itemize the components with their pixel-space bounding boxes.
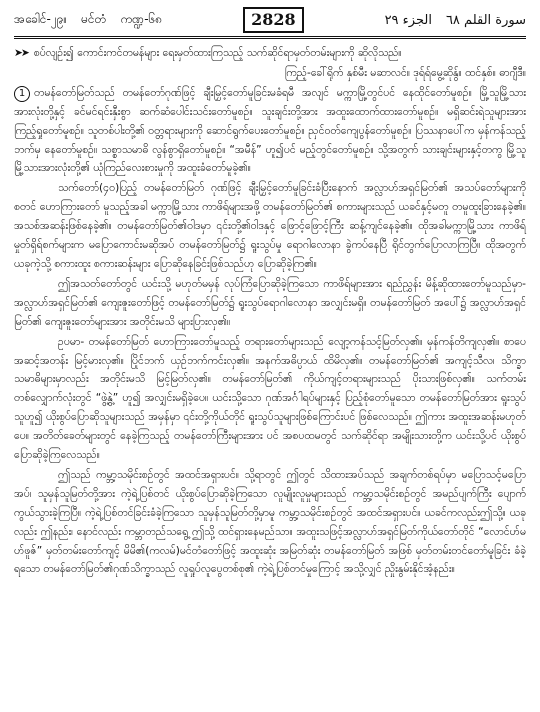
intro-reference: ကြည့်-ခေါ်ရိုက် နှစ်မီး မဆာလင်။ ဒုရ်ရ်မွေ့ဆိုနွ်။ ထင်နှစ်။ ဓာဂျီဒီ။ bbox=[284, 66, 526, 79]
header-part-label: ကဏ္ဍ-၆၈ bbox=[120, 12, 163, 26]
paragraph-2: သက်တော်(၄၀)ပြည့် တမန်တော်မြတ် ဂုဏ်ဖြင့် ချီးမြှင့်တော်မူခြင်းခံပြီးနောက် အလ္လာဟ်အရှင်မြတ်၏ အသပ်တော်များကို စတင် ဟောကြားတော် မူသည့်အခါ မက္ကာမြို့သား ကာဖိရ်များအဖို့ တမန်တော်မြတ်၏ စကားများသည် ယခင်နှင့်မတူ တမူထူးခြားနေခဲ့၏။ အသစ်အဆန်းဖြစ်နေခဲ့၏။ တမန်တော်မြတ်၏ဝါဒမှာ ၎င်းတို့၏ဝါဒနှင့် ဖြောင့်ဖြောင့်ကြီး ဆန့်ကျင်နေခဲ့၏။ ထိုအခါမက္ကာမြို့သား ကာဖိရ်မှုတ်ရှိရ်စက်များက မပြောကောင်းမဆိုအပ် တမန်တော်မြတ်၌ ရူးသွပ်မှု ရောဂါလောနာ ခွဲကပ်နေပြီ ရိုင်တွက်ပြောလာကြပြီ။ ထိုအတွက် ယခုကဲ့သို့ စကားထူး စကားဆန်းများ ပြောဆိုနေခြင်းဖြစ်သည်ဟု ပြောဆိုခဲ့ကြ၏။ bbox=[14, 182, 526, 270]
intro-note-text: စပ်လျဉ်း၍ ကောင်းကင်တမန်များ ရေးမှတ်ထားကြသည့် သက်ဆိုင်ရာမှတ်တမ်းများကို ဆိုလိုသည်။ bbox=[33, 47, 402, 59]
page-number: 2828 bbox=[243, 7, 304, 33]
paragraph-5: ဤသည် ကမ္ဘာ့သမိုင်းစဉ်တွင် အထင်အရှားပင်။ သို့ရာတွင် ဤတွင် သိထားအပ်သည် အချက်တစ်ရပ်မှာ မပြောသင့်မပြောအပ်၊ သူမှန်သူမြတ်တို့အား ကဲ့ရဲ့ပြစ်တင် ယိုးစွပ်ပြောဆိုခဲ့ကြသော လူမျိုးလူမှုများသည် ကမ္ဘာ့သမိုင်းစဉ်တွင် အမည်ပျက်ကြီး ပျောက်ကွယ်သွားခဲ့ကြပြီ။ ကဲ့ရဲ့ပြစ်တင်ခြင်းခံခဲ့ကြသော သူမှန်သူမြတ်တို့မှာမူ ကမ္ဘာ့သမိုင်းစဉ်တွင် အထင်အရှားပင်။ ယခင်ကလည်းဤသို့။ ယခုလည်း ဤနည်း၊ နောင်လည်း ကမ္ဘာတည်သရွေ့ ဤသို့ ထင်ရှားနေမည်သာ။ အထူးသဖြင့်အလ္လာဟ်အရှင်မြတ်ကိုယ်တော်တိုင် “လောင်ဟ်မဟ်ဖူဇ်” မှတ်တမ်းတော်ကျင့် မိမိ၏(ကလမ်)မင်တံတော်ဖြင့် အထူးဆုံး အမြတ်ဆုံး တမန်တော်မြတ် အဖြစ် မှတ်တမ်းတင်တော်မူခြင်း ခံခဲ့ရသော တမန်တော်မြတ်၏ဂုဏ်သိက္ခာသည် လူရှုပ်လူပွေတစ်စု၏ ကဲ့ရဲ့ပြစ်တင်မှုကြောင့် အသို့လျှင် ညှိုးနွမ်းနိုင်အံ့နည်း။ bbox=[14, 468, 526, 576]
paragraph-1-text: တမန်တော်မြတ်သည် တမန်တော်ဂုဏ်ဖြင့် ချီးမြှင့်တော်မူခြင်းမခံရမီ အလျင် မက္ကာမြို့တွင်ပင် နေထိုင်တော်မူစဉ်။ မြို့သူမြို့သားအားလုံးတို့နှင့် ခင်မင်ရင်းနှီးစွာ ဆက်ဆံပေါင်းသင်းတော်မူစဉ်။ သူးချင်းတို့အား အထူးထောက်ထားတော်မူစဉ်။ မရှိဆင်းရဲသူများအား ကြည့်ရှုတော်မူစဉ်။ သူတစ်ပါးတို့၏ ဝတ္တရားများကို ဆောင်ရွက်ပေးတော်မူစဉ်။ ညှင်ဝတ်ကျေပွန်တော်မူစဉ်။ ပြဿနာပေါ်က မှန်ကန်သည့်ဘက်မှ နေတော်မူစဉ်။ သစ္စာသမာဓိ လွန်စွာရှိတော်မူစဉ်။ “အမီန်” ဟူ၍ပင် မည့်တွင်တော်မူစဉ်။ သို့အတွက် သားချင်းများနှင့်တကွ မြို့သူမြို့သားအားလုံးတို့၏ ယုံကြည်လေးစားမှုကို အထူးခံတော်မူခဲ့၏။ bbox=[14, 86, 526, 175]
header-surah-title: سورة القلم ٦٨ bbox=[445, 12, 526, 28]
header-left bbox=[14, 11, 162, 29]
paragraph-3: ဤအသတ်တော်တွင် ယင်းသို့ မဟုတ်မမှန် လုပ်ကြံပြောဆိုခဲ့ကြသော ကာဖိရ်များအား ရည်ညွှန်း မိန့်ဆိုထားတော်မူသည်မှာ- အလ္လာဟ်အရှင်မြတ်၏ ကျေးဇူးတော်ဖြင့် တမန်တော်မြတ်၌ ရူးသွပ်ရောဂါလောနာ အလျှင်းမရှိ။ တမန်တော်မြတ် အပေါ်၌ အလ္လာဟ်အရှင်မြတ်၏ ကျေးဇူးတော်များအား အတိုင်းမသိ များပြားလှ၏။ bbox=[14, 277, 526, 328]
paragraph-4: ဥပမာ- တမန်တော်မြတ် ဟောကြားတော်မူသည့် တရားတော်များသည် လျော့ကန်သင့်မြတ်လှ၏။ မှန်ကန်တိကျလှ၏။ စာပေအဆင့်အတန်း မြင့်မားလှ၏။ ပြိုင်ဘက် ယှဉ်ဘက်ကင်းလှ၏။ အနက်အဓိပ္ပာယ် ထိမိလှ၏။ တမန်တော်မြတ်၏ အကျင့်သီလ၊ သိက္ခာသမာဓိများမှာလည်း အတိုင်းမသိ မြင့်မြတ်လှ၏။ တမန်တော်မြတ်၏ ကိုယ်ကျင့်တရားများသည် ပိုးသားဖြစ်လှ၏။ သက်တမ်း တစ်လျှောက်လုံးတွင် “ဖွဲ့နွဲ့” ဟူ၍ အလျှင်းမရှိခဲ့ပေ။ ယင်းသို့သော ဂုဏ်အင်္ဂါရပ်များနှင့် ပြည့်စုံတော်မူသော တမန်တော်မြတ်အား ရူးသွပ်သူဟူ၍ ယိုးစွပ်ပြောဆိုသူများသည် အမှန်မှာ ၎င်းတို့ကိုယ်တိုင် ရူးသွပ်သူများဖြစ်ကြောင်းပင် ဖြစ်လေသည်။ ဤကား အထူးအဆန်းမဟုတ်ပေ။ အတိတ်ခေတ်များတွင် နေခဲ့ကြသည့် တမန်တော်ကြီးများအား ပင် အစပထမတွင် သက်ဆိုင်ရာ အမျိုးသားတို့က ယင်းသို့ပင် ယိုးစွပ်ပြောဆိုခဲ့ကြလေသည်။ bbox=[14, 335, 526, 462]
footnote-number-badge: 1 bbox=[14, 86, 30, 102]
header-divider bbox=[14, 36, 526, 39]
header-juz-label: الجزء ٢٩ bbox=[384, 12, 432, 28]
paragraph-1 bbox=[14, 84, 526, 179]
page-content bbox=[14, 44, 526, 702]
page-header bbox=[14, 6, 526, 34]
header-right bbox=[385, 13, 526, 28]
double-arrow-icon: ➤➤ bbox=[14, 47, 28, 59]
header-chapter-label: မင်တံ bbox=[81, 12, 107, 26]
header-section-label: အခေါင်-၂၉။ bbox=[14, 12, 68, 26]
intro-note bbox=[14, 44, 526, 63]
